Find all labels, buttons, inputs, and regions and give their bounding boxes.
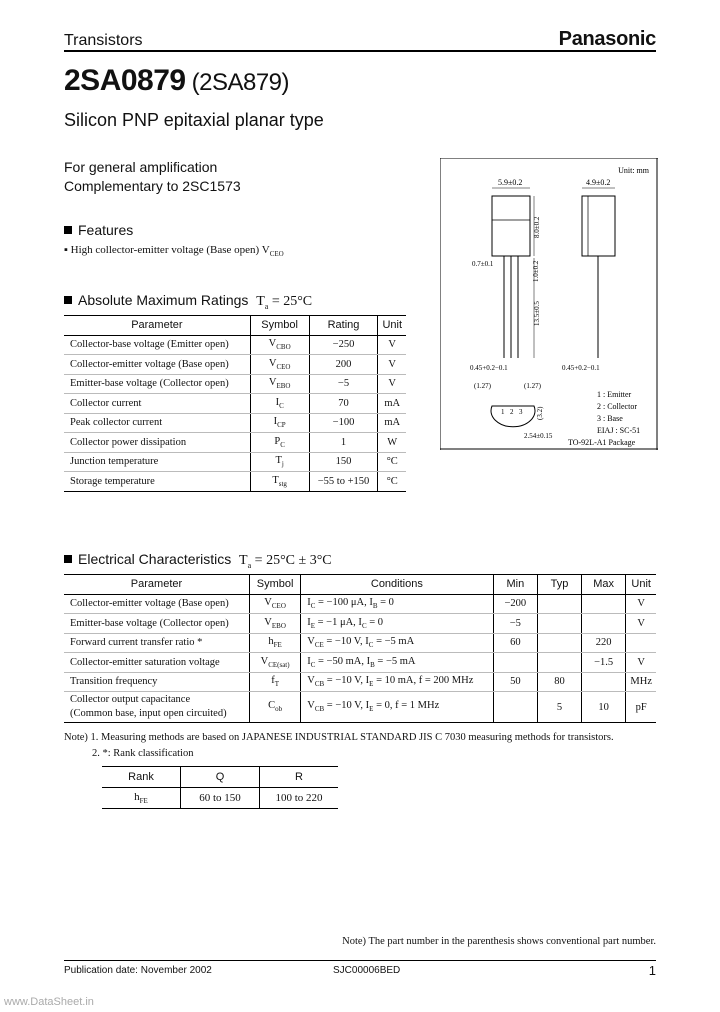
unit-cell: V [626, 653, 656, 673]
dim-label: (3.2) [536, 406, 544, 420]
param-cell: Emitter-base voltage (Collector open) [64, 614, 249, 634]
unit-cell: W [378, 433, 406, 453]
rating-cell: 1 [309, 433, 378, 453]
table-row [64, 433, 406, 453]
param-cell: Collector current [64, 394, 250, 414]
elec-rows [64, 594, 656, 723]
symbol-cell: $V_{CEO}$ [250, 355, 309, 375]
note-2: 2. *: Rank classification [92, 748, 194, 759]
conditions-cell: $I_C = -50$ mA, $I_B = -5$ mA [301, 653, 493, 673]
col-header: Max [581, 575, 626, 595]
max-cell: 220 [581, 633, 626, 653]
unit-cell: mA [378, 394, 406, 414]
conventional-pn-note: Note) The part number in the parenthesis shows conventional part number. [342, 936, 656, 947]
dim-label: 13.5±0.5 [533, 301, 541, 326]
max-cell: −1.5 [581, 653, 626, 673]
param-cell: Collector-emitter voltage (Base open) [64, 594, 249, 614]
part-number-main: 2SA0879 [64, 64, 186, 97]
features-heading [64, 222, 133, 238]
applications [64, 158, 241, 196]
square-bullet-icon [64, 555, 72, 563]
min-cell: 50 [493, 672, 538, 692]
param-cell: Transition frequency [64, 672, 249, 692]
abs-max-heading [64, 292, 312, 311]
product-type: Silicon PNP epitaxial planar type [64, 110, 324, 130]
param-cell: Collector output capacitance (Common base, input open circuited) [64, 692, 249, 723]
part-number-alt: (2SA879) [191, 69, 289, 96]
pin-number: 2 [510, 408, 514, 416]
dim-label: 4.9±0.2 [586, 178, 611, 187]
watermark: www.DataSheet.in [4, 996, 94, 1008]
table-row [64, 633, 656, 653]
table-row [64, 452, 406, 472]
rank-value-r: 100 to 220 [260, 788, 339, 809]
document-code: SJC00006BED [333, 965, 401, 976]
feature-text: High collector-emitter voltage (Base open) V [70, 244, 270, 256]
dim-label: 0.45+0.2−0.1 [562, 364, 600, 372]
rating-cell: −5 [309, 374, 378, 394]
table-row [64, 672, 656, 692]
col-header: Unit [626, 575, 656, 595]
rank-row-label: $h_{FE}$ [102, 788, 181, 809]
rating-cell: 70 [309, 394, 378, 414]
typ-cell [538, 614, 582, 634]
symbol-cell: $V_{EBO}$ [249, 614, 300, 634]
abs-max-condition: $T_a = 25^\circ C$ [256, 294, 313, 311]
col-header: Rating [309, 316, 378, 336]
dim-label: (1.27) [474, 382, 491, 390]
max-cell [581, 594, 626, 614]
part-number [64, 64, 289, 98]
param-cell: Collector-base voltage (Emitter open) [64, 335, 250, 355]
symbol-cell: $I_{CP}$ [250, 413, 309, 433]
symbol-cell: $V_{CBO}$ [250, 335, 309, 355]
table-row [64, 355, 406, 375]
symbol-cell: $V_{CE(sat)}$ [249, 653, 300, 673]
unit-cell: mA [378, 413, 406, 433]
unit-cell: MHz [626, 672, 656, 692]
unit-cell: °C [378, 472, 406, 492]
symbol-cell: $h_{FE}$ [249, 633, 300, 653]
feature-sub: CEO [269, 250, 284, 259]
note-1: Note) 1. Measuring methods are based on JAPANESE INDUSTRIAL STANDARD JIS C 7030 measuring methods for transistors. [64, 732, 614, 743]
table-row [64, 653, 656, 673]
abs-max-rows [64, 335, 406, 491]
typ-cell: 5 [538, 692, 582, 723]
unit-cell: V [626, 614, 656, 634]
min-cell [493, 692, 538, 723]
max-cell [581, 614, 626, 634]
application-item: Complementary to 2SC1573 [64, 178, 241, 194]
abs-max-table [64, 315, 406, 492]
unit-cell: V [626, 594, 656, 614]
features-title: Features [78, 222, 134, 238]
unit-cell [626, 633, 656, 653]
param-cell: Peak collector current [64, 413, 250, 433]
col-header: Parameter [64, 575, 249, 595]
param-cell: Forward current transfer ratio * [64, 633, 249, 653]
dim-label: 0.7±0.1 [472, 260, 494, 268]
dim-label: 1.0±0.2 [532, 260, 540, 282]
table-row [64, 594, 656, 614]
unit-cell: °C [378, 452, 406, 472]
symbol-cell: $V_{CEO}$ [249, 594, 300, 614]
rank-value-q: 60 to 150 [181, 788, 260, 809]
max-cell [581, 672, 626, 692]
rank-header: R [260, 767, 339, 788]
package-drawing [440, 158, 658, 450]
symbol-cell: $T_j$ [250, 452, 309, 472]
param-cell: Emitter-base voltage (Collector open) [64, 374, 250, 394]
square-bullet-icon [64, 226, 72, 234]
symbol-cell: $T_{stg}$ [250, 472, 309, 492]
notes [64, 730, 614, 762]
symbol-cell: $f_T$ [249, 672, 300, 692]
abs-max-title: Absolute Maximum Ratings [78, 292, 249, 308]
table-row [64, 692, 656, 723]
footer-rule [64, 960, 656, 961]
dim-label: 8.0±0.2 [533, 216, 541, 238]
col-header: Unit [378, 316, 406, 336]
rating-cell: −55 to +150 [309, 472, 378, 492]
unit-cell: pF [626, 692, 656, 723]
conditions-cell: $I_E = -1$ μA, $I_C = 0$ [301, 614, 493, 634]
typ-cell [538, 594, 582, 614]
dim-label: 5.9±0.2 [498, 178, 523, 187]
min-cell [493, 653, 538, 673]
param-cell: Collector-emitter saturation voltage [64, 653, 249, 673]
elec-condition: $T_a = 25^\circ C \pm 3^\circ C$ [239, 553, 332, 570]
unit-cell: V [378, 374, 406, 394]
application-item: For general amplification [64, 159, 218, 175]
package-standard: EIAJ : SC-51 [597, 426, 641, 435]
rank-header: Q [181, 767, 260, 788]
table-row [64, 614, 656, 634]
feature-item: ▪ High collector-emitter voltage (Base open) $V_{CEO}$ [64, 244, 284, 259]
table-row [64, 335, 406, 355]
unit-cell: V [378, 335, 406, 355]
pin-legend: 2 : Collector [597, 402, 637, 411]
min-cell: −200 [493, 594, 538, 614]
table-row [64, 374, 406, 394]
pin-legend: 1 : Emitter [597, 390, 632, 399]
publication-date: Publication date: November 2002 [64, 965, 212, 976]
header-rule [64, 50, 656, 52]
param-cell: Collector-emitter voltage (Base open) [64, 355, 250, 375]
param-cell: Junction temperature [64, 452, 250, 472]
param-cell: Storage temperature [64, 472, 250, 492]
dim-label: (1.27) [524, 382, 541, 390]
dim-label: 2.54±0.15 [524, 432, 553, 440]
page-number: 1 [648, 963, 656, 978]
conditions-cell: $V_{CB} = -10$ V, $I_E = 0$, f = 1 MHz [301, 692, 493, 723]
rank-table [102, 766, 338, 809]
rating-cell: 200 [309, 355, 378, 375]
rating-cell: −100 [309, 413, 378, 433]
table-row [64, 413, 406, 433]
col-header: Symbol [250, 316, 309, 336]
max-cell: 10 [581, 692, 626, 723]
rating-cell: −250 [309, 335, 378, 355]
pin-number: 3 [519, 408, 523, 416]
conditions-cell: $V_{CB} = -10$ V, $I_E = 10$ mA, f = 200 MHz [301, 672, 493, 692]
square-bullet-icon [64, 296, 72, 304]
table-row [64, 472, 406, 492]
rating-cell: 150 [309, 452, 378, 472]
min-cell: 60 [493, 633, 538, 653]
package-name: TO-92L-A1 Package [568, 438, 636, 447]
symbol-cell: $V_{EBO}$ [250, 374, 309, 394]
conditions-cell: $I_C = -100$ μA, $I_B = 0$ [301, 594, 493, 614]
col-header: Conditions [301, 575, 493, 595]
elec-heading [64, 551, 332, 570]
unit-cell: V [378, 355, 406, 375]
elec-title: Electrical Characteristics [78, 551, 232, 567]
table-row [64, 394, 406, 414]
unit-label: Unit: mm [618, 166, 649, 175]
symbol-cell: $I_C$ [250, 394, 309, 414]
dim-label: 0.45+0.2−0.1 [470, 364, 508, 372]
col-header: Symbol [249, 575, 300, 595]
min-cell: −5 [493, 614, 538, 634]
conditions-cell: $V_{CE} = -10$ V, $I_C = -5$ mA [301, 633, 493, 653]
brand-logo: Panasonic [558, 28, 656, 50]
symbol-cell: $C_{ob}$ [249, 692, 300, 723]
typ-cell [538, 633, 582, 653]
rank-header: Rank [102, 767, 181, 788]
typ-cell [538, 653, 582, 673]
elec-table [64, 574, 656, 723]
pin-legend: 3 : Base [597, 414, 623, 423]
col-header: Parameter [64, 316, 250, 336]
symbol-cell: $P_C$ [250, 433, 309, 453]
param-cell: Collector power dissipation [64, 433, 250, 453]
typ-cell: 80 [538, 672, 582, 692]
col-header: Typ [538, 575, 582, 595]
col-header: Min [493, 575, 538, 595]
pin-number: 1 [501, 408, 505, 416]
category-label: Transistors [64, 32, 143, 49]
